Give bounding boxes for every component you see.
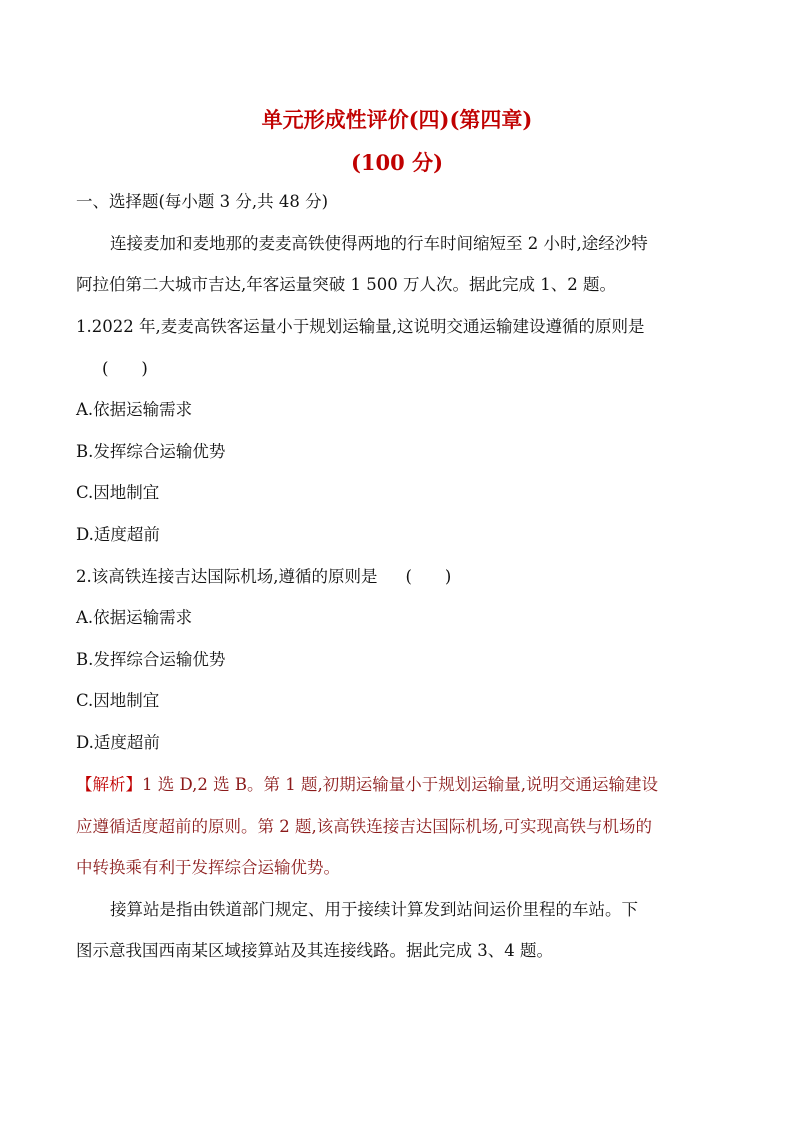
score-note: (100 分)	[350, 150, 444, 175]
passage2-line2: 图示意我国西南某区域接算站及其连接线路。据此完成 3、4 题。	[76, 941, 553, 960]
question2-stem-text: 2.该高铁连接吉达国际机场,遵循的原则是	[76, 567, 378, 586]
question1-option-b: B.发挥综合运输优势	[76, 442, 226, 461]
question2-stem	[76, 565, 736, 589]
question1-option-d: D.适度超前	[76, 525, 160, 544]
question1-answer-bracket: ( )	[102, 359, 148, 378]
question1-option-a: A.依据运输需求	[76, 400, 193, 419]
section-heading: 一、选择题(每小题 3 分,共 48 分)	[76, 192, 329, 211]
analysis-line3: 中转换乘有利于发挥综合运输优势。	[76, 858, 340, 877]
analysis-tag: 【解析】	[76, 775, 142, 794]
analysis-text-1: 1 选 D,2 选 B。第 1 题,初期运输量小于规划运输量,说明交通运输建设	[142, 775, 658, 794]
question2-option-a: A.依据运输需求	[76, 608, 193, 627]
analysis-line1	[76, 773, 736, 797]
question2-answer-bracket: ( )	[405, 567, 452, 586]
question1-stem: 1.2022 年,麦麦高铁客运量小于规划运输量,这说明交通运输建设遵循的原则是	[76, 317, 645, 336]
analysis-line2: 应遵循适度超前的原则。第 2 题,该高铁连接吉达国际机场,可实现高铁与机场的	[76, 817, 652, 836]
question1-option-c: C.因地制宜	[76, 483, 160, 502]
question2-option-b: B.发挥综合运输优势	[76, 650, 226, 669]
question2-option-d: D.适度超前	[76, 733, 160, 752]
question2-option-c: C.因地制宜	[76, 691, 160, 710]
passage1-line2: 阿拉伯第二大城市吉达,年客运量突破 1 500 万人次。据此完成 1、2 题。	[76, 275, 616, 294]
passage1-line1: 连接麦加和麦地那的麦麦高铁使得两地的行车时间缩短至 2 小时,途经沙特	[110, 234, 648, 253]
page-title: 单元形成性评价(四)(第四章)	[261, 107, 533, 132]
passage2-line1: 接算站是指由铁道部门规定、用于接续计算发到站间运价里程的车站。下	[110, 900, 638, 919]
